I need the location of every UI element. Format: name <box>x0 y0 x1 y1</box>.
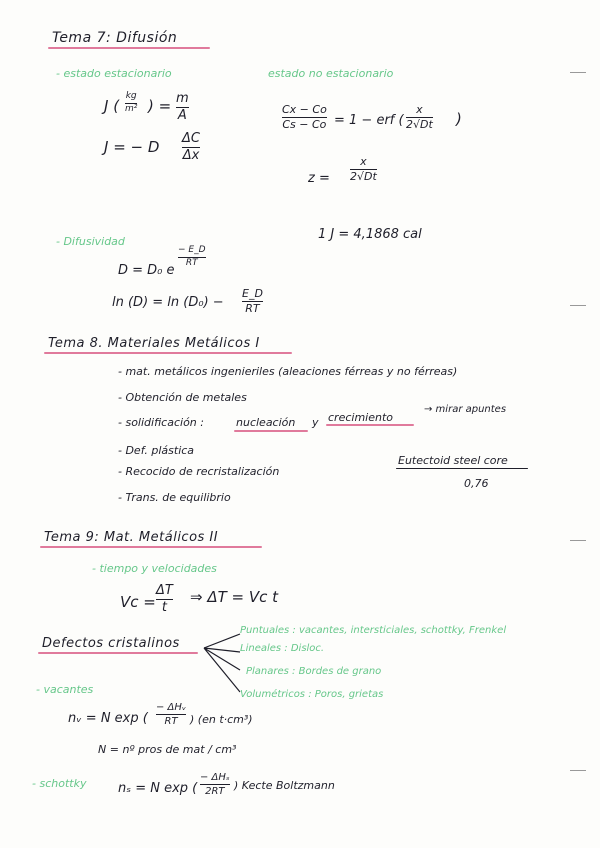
tema8-item-5: - Recocido de recristalización <box>118 465 280 478</box>
cal-conversion: 1 J = 4,1868 cal <box>318 227 422 242</box>
vc-lhs: Vc = <box>120 593 156 611</box>
tema7-title-underline <box>48 47 210 49</box>
crecimiento-underline <box>326 424 414 426</box>
z-num: x <box>360 155 367 168</box>
d-exp-fraction <box>178 246 206 269</box>
estado-no-estacionario-label: estado no estacionario <box>268 67 394 80</box>
tema8-item-2: - Obtención de metales <box>118 391 247 404</box>
eutectoid-underline <box>396 468 528 469</box>
z-fraction <box>350 156 377 183</box>
flux-units-fraction <box>125 92 137 115</box>
d-exp-num: − E_D <box>178 245 206 255</box>
ns-num: − ΔHₛ <box>200 772 230 783</box>
defectos-title-underline <box>38 652 198 654</box>
defecto-volumetricos: Volumétricos : Poros, grietas <box>240 689 384 700</box>
nv-fraction <box>156 702 186 727</box>
scan-edge-mark <box>570 540 586 541</box>
difusividad-label: - Difusividad <box>56 235 125 248</box>
flux-eq: ) = <box>148 97 172 115</box>
ns-rhs: ) Kecte Boltzmann <box>234 779 335 792</box>
tema8-title-underline <box>44 352 292 354</box>
d-equation: D = D₀ e <box>118 263 175 278</box>
tema9-title-underline <box>40 546 262 548</box>
tema8-item-1: - mat. metálicos ingenieriles (aleaciones férreas y no férreas) <box>118 365 458 378</box>
tema8-title: Tema 8. Materiales Metálicos I <box>48 336 260 351</box>
nucleacion-text: nucleación <box>236 416 296 429</box>
schottky-label: - schottky <box>32 777 87 790</box>
nonstat-x: x <box>416 103 423 116</box>
nonstat-fraction <box>282 104 327 131</box>
ln-den: RT <box>245 302 260 316</box>
flux-A: A <box>177 108 187 124</box>
nonstat-close: ) <box>456 110 462 128</box>
eutectoid-note: Eutectoid steel core <box>398 454 508 467</box>
vacantes-label: - vacantes <box>36 683 94 696</box>
tema8-item-4: - Def. plástica <box>118 444 195 457</box>
vc-fraction <box>156 584 173 616</box>
estado-estacionario-label: - estado estacionario <box>56 67 172 80</box>
defecto-lineales: Lineales : Disloc. <box>240 643 325 654</box>
nv-den: RT <box>164 716 178 727</box>
scan-edge-mark <box>570 72 586 73</box>
tema8-item-3: - solidificación : <box>118 416 204 429</box>
y-text: y <box>312 416 319 429</box>
ns-lhs: nₛ = N exp ( <box>118 781 198 796</box>
tema9-title: Tema 9: Mat. Metálicos II <box>44 530 219 545</box>
flux-units-num: kg <box>125 91 137 101</box>
flux-fraction <box>176 92 189 124</box>
ns-den: 2RT <box>205 786 225 797</box>
scan-edge-mark <box>570 305 586 306</box>
nonstat-num: Cx − Co <box>282 103 327 116</box>
flux-lhs: J ( <box>104 97 120 115</box>
defectos-branch-lines <box>200 626 244 702</box>
crecimiento-text: crecimiento <box>328 411 393 424</box>
fick-num: ΔC <box>182 131 200 146</box>
defecto-puntuales: Puntuales : vacantes, intersticiales, schottky, Frenkel <box>240 625 507 636</box>
z-den: 2√Dt <box>350 170 377 184</box>
nv-rhs: ) (en t·cm³) <box>190 713 253 726</box>
tiempo-velocidades-label: - tiempo y velocidades <box>92 562 217 575</box>
nonstat-mid: = 1 − erf ( <box>334 113 404 128</box>
ln-equation: ln (D) = ln (D₀) − <box>112 295 224 310</box>
vc-den: t <box>161 600 167 616</box>
tema8-item-6: - Trans. de equilibrio <box>118 491 231 504</box>
flux-m: m <box>176 91 189 106</box>
nv-num: − ΔHᵥ <box>156 702 187 713</box>
n-definition: N = nº pros de mat / cm³ <box>98 743 237 756</box>
ns-fraction <box>200 772 230 797</box>
mirar-apuntes-note: → mirar apuntes <box>424 404 507 415</box>
fick-law: J = − D <box>104 138 160 156</box>
vc-rhs: ⇒ ΔT = Vc t <box>190 588 279 606</box>
fick-den: Δx <box>182 148 200 164</box>
nucleacion-underline <box>234 430 308 432</box>
eutectoid-value: 0,76 <box>464 477 489 490</box>
ln-num: E_D <box>242 287 263 300</box>
z-label: z = <box>308 171 330 186</box>
scan-edge-mark <box>570 770 586 771</box>
nonstat-den: Cs − Co <box>282 118 327 132</box>
nonstat-sqrt: 2√Dt <box>406 118 433 132</box>
flux-units-den: m² <box>125 103 138 114</box>
ln-fraction <box>242 288 263 315</box>
tema7-title: Tema 7: Difusión <box>52 30 178 46</box>
nonstat-erf-fraction <box>406 104 433 131</box>
vc-num: ΔT <box>156 583 173 598</box>
defecto-planares: Planares : Bordes de grano <box>246 666 382 677</box>
defectos-title: Defectos cristalinos <box>42 636 180 651</box>
fick-fraction <box>182 132 200 164</box>
nv-lhs: nᵥ = N exp ( <box>68 711 148 726</box>
d-exp-den: RT <box>185 257 198 268</box>
